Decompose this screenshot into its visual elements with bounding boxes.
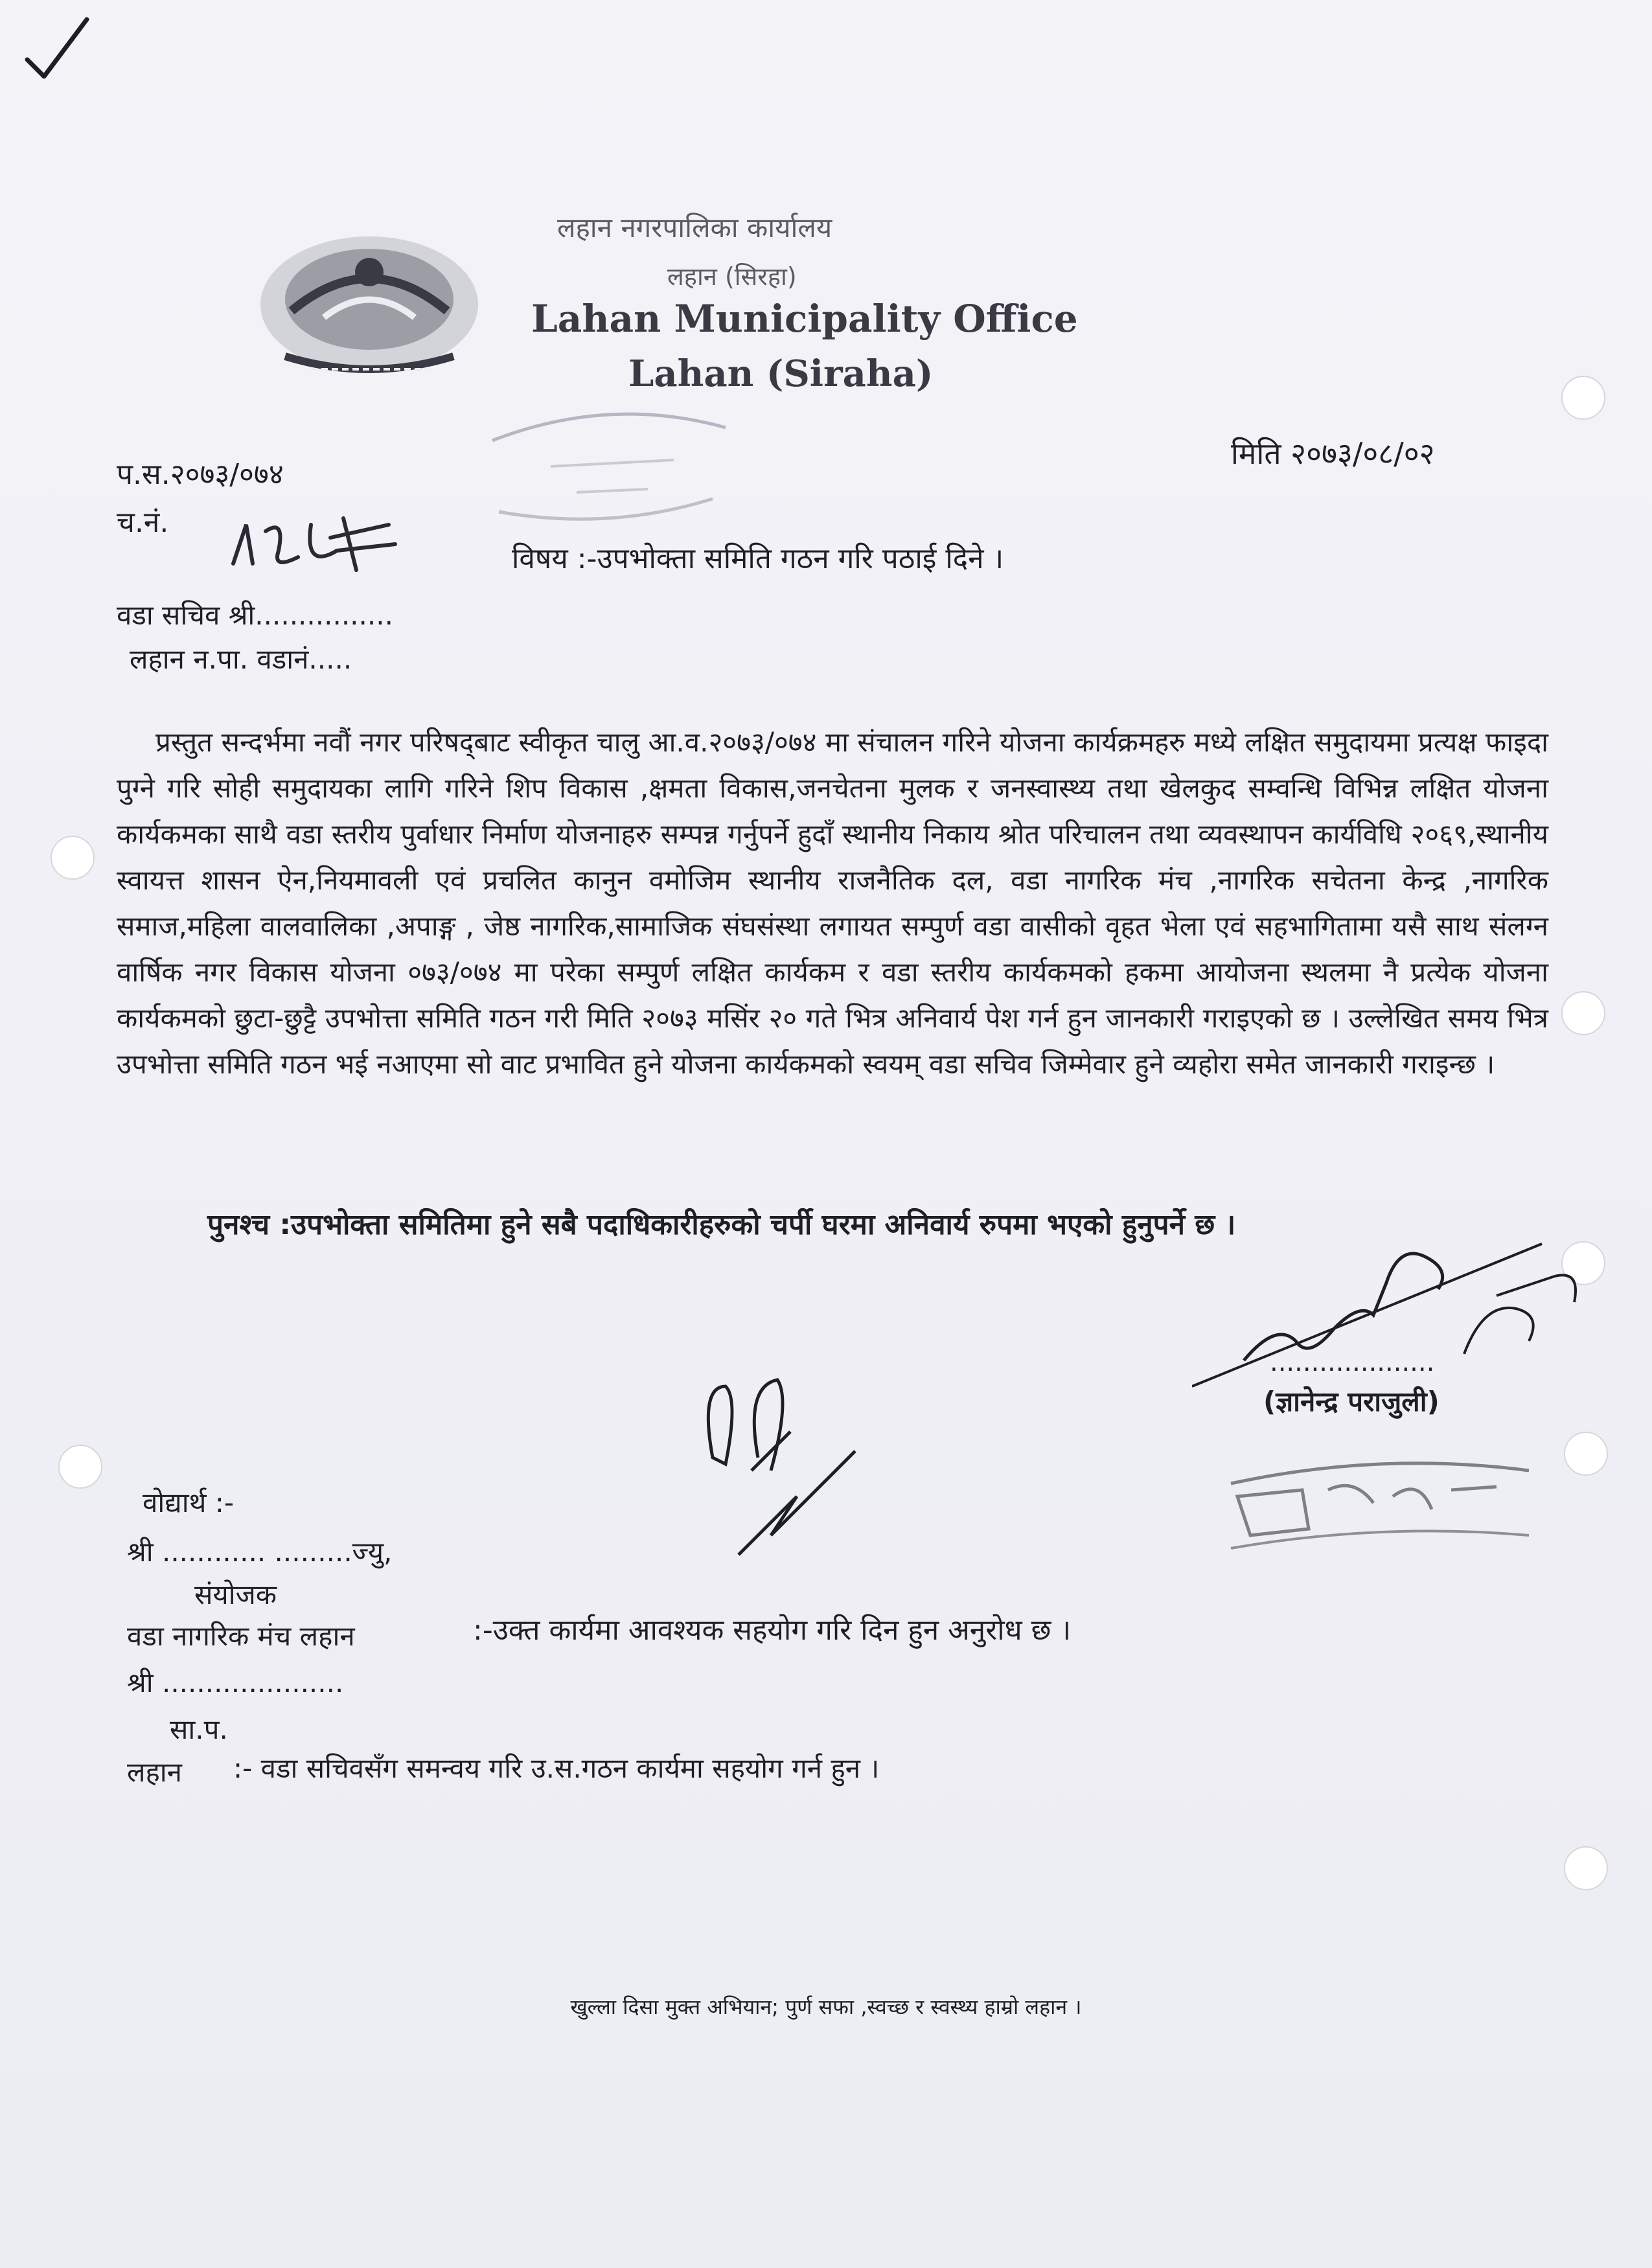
cc-heading: वोद्यार्थ :- — [143, 1487, 235, 1518]
letter-body: प्रस्तुत सन्दर्भमा नवौं नगर परिषद्‌बाट स्वीकृत चालु आ.व.२०७३/०७४ मा संचालन गरिने योजना कार्यक्रमहरु मध्ये लक्षित समुदायमा प्रत्यक्ष फाइदा पुग्ने गरि सोही समुदायका लागि गरिने शिप विकास ,क्षमता विकास,जनचेतना मुलक र जनस्वास्थ्य तथा खेलकुद सम्वन्धि विभिन्न लक्षित योजना कार्यकमका साथै वडा स्तरीय पुर्वाधार निर्माण योजनाहरु सम्पन्न गर्नुपर्ने हुदाँ स्थानीय निकाय श्रोत परिचालन तथा व्यवस्थापन कार्यविधि २०६९,स्थानीय स्वायत्त शासन ऐन,नियमावली एवं प्रचलित कानुन वमोजिम स्थानीय राजनैतिक दल, वडा नागरिक मंच ,नागरिक सचेतना केन्द्र ,नागरिक समाज,महिला वालवालिका ,अपाङ्ग , जेष्ठ नागरिक,सामाजिक संघसंस्था लगायत सम्पुर्ण वडा वासीको वृहत भेला एवं सहभागितामा यसै साथ संलग्न वार्षिक नगर विकास योजना ०७३/०७४ मा परेका सम्पुर्ण लक्षित कार्यकम र वडा स्तरीय कार्यकमको हकमा आयोजना स्थलमा नै प्रत्येक योजना कार्यकमको छुटा-छुट्टै उपभोत्ता समिति गठन गरी मिति २०७३ मसिंर २० गते भित्र अनिवार्य पेश गर्न हुन जानकारी गराइएको छ । उल्लेखित समय भित्र उपभोत्ता समिति गठन भई नआएमा सो वाट प्रभावित हुने योजना कार्यकमको स्वयम् वडा सचिव जिम्मेवार हुने व्यहोरा समेत जानकारी गराइन्छ । — [117, 726, 1548, 1080]
letter-date: मिति २०७३/०८/०२ — [1231, 436, 1435, 471]
office-name-english: Lahan Municipality Office — [531, 297, 1078, 341]
office-place-english: Lahan (Siraha) — [628, 352, 934, 395]
cc-note-3: :- वडा सचिवसँग समन्वय गरि उ.स.गठन कार्यमा सहयोग गर्न हुन । — [233, 1752, 880, 1784]
dispatch-number-label: च.नं. — [117, 506, 169, 539]
initials-scribble — [687, 1360, 881, 1568]
check-mark-icon — [19, 13, 97, 84]
punch-hole-right-2 — [1561, 991, 1605, 1035]
postscript: पुनश्च :उपभोक्ता समितिमा हुने सबै पदाधिकारीहरुको चर्पी घरमा अनिवार्य रुपमा भएको हुनुपर्ने छ । — [207, 1208, 1236, 1241]
dispatch-number-handwritten — [227, 512, 402, 577]
signatory-name: (ज्ञानेन्द्र पराजुली) — [1263, 1386, 1440, 1417]
cc-recipient-2: श्री ..................... — [127, 1667, 344, 1699]
punch-hole-right-1 — [1561, 376, 1605, 420]
punch-hole-right-5 — [1564, 1846, 1608, 1890]
footer-slogan: खुल्ला दिसा मुक्त अभियान; पुर्ण सफा ,स्वच्छ र स्वस्थ्य हाम्रो लहान । — [570, 1995, 1082, 2019]
cc-org-2: वडा नागरिक मंच लहान — [127, 1620, 355, 1652]
cc-role-1: संयोजक — [194, 1579, 277, 1610]
punch-hole-left-lower — [58, 1445, 102, 1489]
office-place-nepali: लहान (सिरहा) — [667, 262, 797, 291]
dispatch-stamp — [479, 402, 739, 531]
cc-note-2: :-उक्त कार्यमा आवश्यक सहयोग गरि दिन हुन अनुरोध छ । — [473, 1614, 1072, 1647]
office-name-nepali: लहान नगरपालिका कार्यालय — [557, 212, 832, 244]
cc-role-2: सा.प. — [170, 1713, 228, 1745]
government-emblem-logo — [246, 220, 492, 389]
addressee-line-2: लहान न.पा. वडानं..... — [130, 643, 352, 675]
signature-dots: .................... — [1270, 1347, 1435, 1377]
punch-hole-right-4 — [1564, 1432, 1608, 1476]
subject-line: विषय :-उपभोक्ता समिति गठन गरि पठाई दिने । — [512, 542, 1004, 575]
addressee-line-1: वडा सचिव श्री................ — [117, 599, 393, 631]
punch-hole-left-upper — [51, 836, 95, 880]
office-seal-stamp — [1224, 1425, 1535, 1555]
cc-recipient-1: श्री ............ .........ज्यु, — [127, 1536, 393, 1568]
cc-org-3: लहान — [127, 1756, 182, 1788]
fiscal-year-ref: प.स.२०७३/०७४ — [117, 458, 284, 491]
